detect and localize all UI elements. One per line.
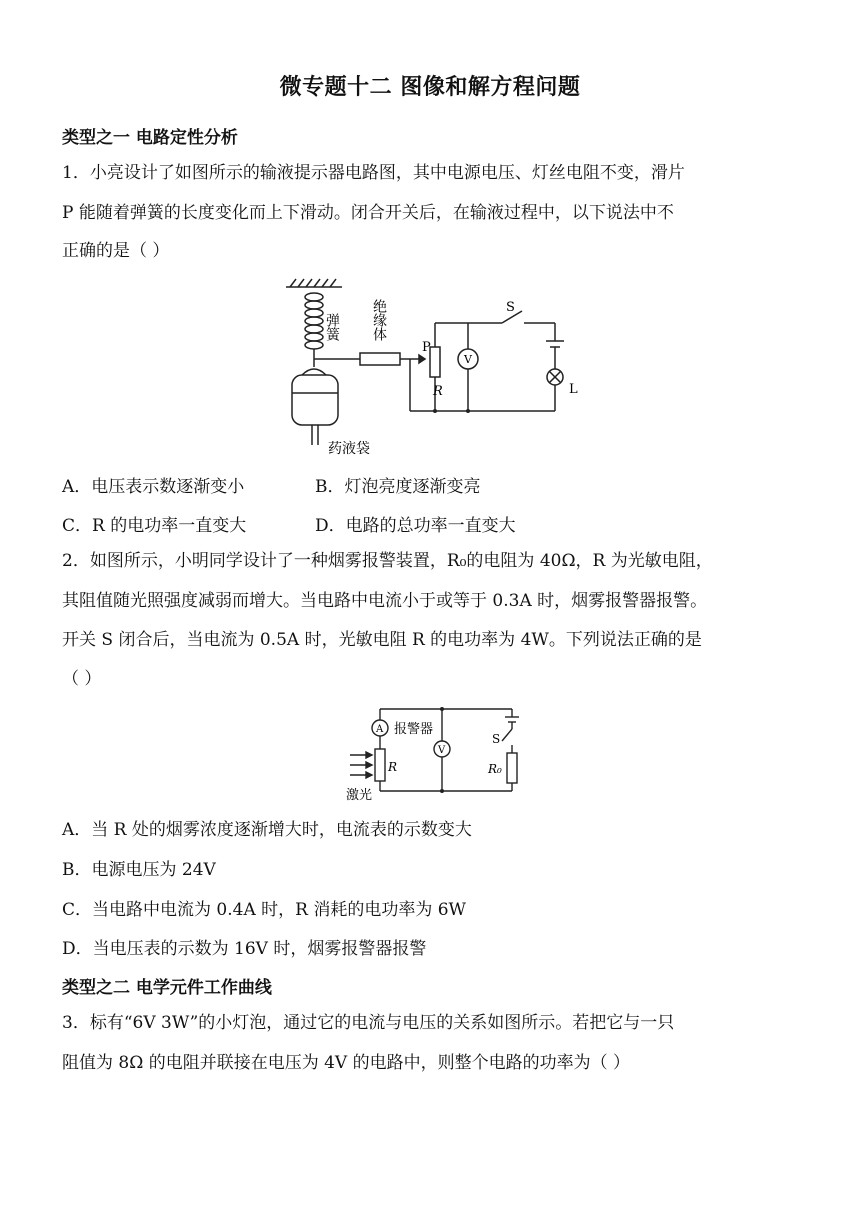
- q1-text-line-3: 正确的是（ ）: [62, 241, 170, 261]
- switch-s-label: S: [506, 300, 515, 315]
- page-title: 微专题十二 图像和解方程问题: [279, 75, 581, 100]
- resistor-r-label: R: [433, 384, 443, 399]
- q2-option-a[interactable]: A．当 R 处的烟雾浓度逐渐增大时，电流表的示数变大: [62, 820, 472, 840]
- q1-option-a[interactable]: A．电压表示数逐渐变小: [62, 477, 245, 497]
- bag-label: 药液袋: [328, 441, 370, 457]
- q2-circuit-diagram: [342, 703, 532, 803]
- q3-text-line-2: 阻值为 8Ω 的电阻并联接在电压为 4V 的电路中，则整个电路的功率为（ ）: [62, 1053, 631, 1073]
- section-heading-1: 类型之一 电路定性分析: [62, 128, 238, 148]
- q2-option-b[interactable]: B．电源电压为 24V: [62, 860, 216, 880]
- switch-s-label-2: S: [492, 732, 501, 746]
- photoresistor-r-label: R: [388, 760, 398, 774]
- spring-label: 弹簧: [324, 313, 340, 341]
- q1-circuit-diagram: [280, 275, 590, 460]
- section-heading-2: 类型之二 电学元件工作曲线: [62, 978, 272, 998]
- resistor-r0-label: R₀: [488, 762, 502, 776]
- q1-text-line-1: 1．小亮设计了如图所示的输液提示器电路图，其中电源电压、灯丝电阻不变，滑片: [62, 163, 685, 183]
- alarm-label: 报警器: [394, 722, 434, 737]
- laser-label: 激光: [346, 788, 373, 803]
- q1-option-c[interactable]: C．R 的电功率一直变大: [62, 516, 247, 536]
- q1-option-d[interactable]: D．电路的总功率一直变大: [315, 516, 516, 536]
- voltmeter-label-2: V: [438, 745, 446, 756]
- q1-option-b[interactable]: B．灯泡亮度逐渐变亮: [315, 477, 481, 497]
- voltmeter-label: V: [464, 353, 472, 366]
- q3-text-line-1: 3．标有“6V 3W”的小灯泡，通过它的电流与电压的关系如图所示。若把它与一只: [62, 1013, 675, 1033]
- q2-text-line-2: 其阻值随光照强度减弱而增大。当电路中电流小于或等于 0.3A 时，烟雾报警器报警。: [62, 591, 708, 611]
- ammeter-label: A: [376, 724, 384, 735]
- q1-text-line-2: P 能随着弹簧的长度变化而上下滑动。闭合开关后，在输液过程中，以下说法中不: [62, 203, 674, 223]
- lamp-l-label: L: [569, 382, 578, 397]
- q2-option-d[interactable]: D．当电压表的示数为 16V 时，烟雾报警器报警: [62, 939, 427, 959]
- q2-option-c[interactable]: C．当电路中电流为 0.4A 时，R 消耗的电功率为 6W: [62, 900, 467, 920]
- q2-text-line-3: 开关 S 闭合后，当电流为 0.5A 时，光敏电阻 R 的电功率为 4W。下列说法正确的是: [62, 630, 702, 650]
- q2-text-line-1: 2．如图所示，小明同学设计了一种烟雾报警装置，R₀的电阻为 40Ω，R 为光敏电阻，: [62, 551, 713, 571]
- q2-text-line-4: （ ）: [62, 669, 102, 689]
- insulator-label: 绝缘体: [371, 299, 387, 341]
- slider-p-label: P: [422, 340, 431, 355]
